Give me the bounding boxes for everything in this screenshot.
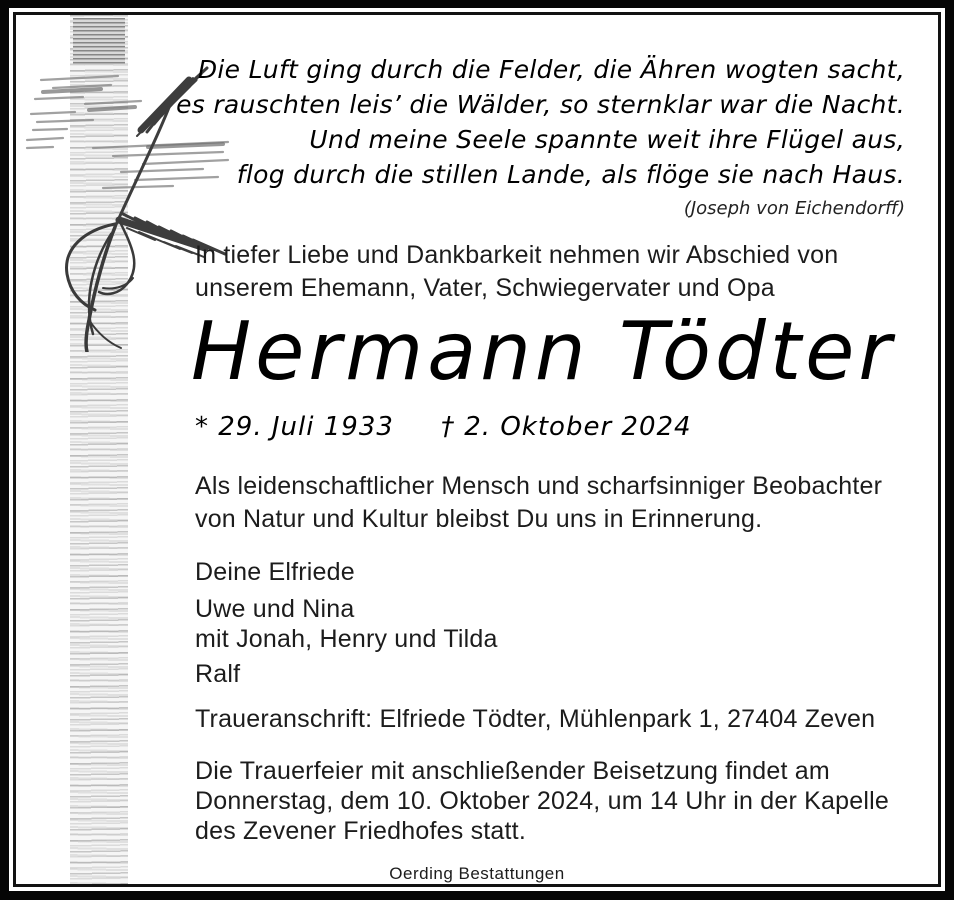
funeral-line: Die Trauerfeier mit anschließender Beisetzung findet am [195,757,830,785]
poem-line: flog durch die stillen Lande, als flöge sie nach Haus. [236,160,905,189]
mourner-line: Ralf [195,660,241,688]
funeral-line: des Zevener Friedhofes statt. [195,817,526,845]
poem [176,52,905,192]
poem-line: Und meine Seele spannte weit ihre Flügel aus, [309,125,905,154]
mourner-line: Deine Elfriede [195,558,355,586]
funeral-line: Donnerstag, dem 10. Oktober 2024, um 14 Uhr in der Kapelle [195,787,889,815]
poem-attribution: (Joseph von Eichendorff) [683,198,905,219]
mourner-line: Uwe und Nina [195,595,355,623]
life-dates [195,412,692,442]
tribute-paragraph [195,470,882,536]
funeral-home-name: Oerding Bestattungen [389,864,565,883]
birth-date: * 29. Juli 1933 [195,412,394,442]
mourner-line: mit Jonah, Henry und Tilda [195,625,498,653]
intro-paragraph [195,239,838,305]
tribute-line: Als leidenschaftlicher Mensch und scharfsinniger Beobachter [195,472,883,500]
funeral-details [195,756,889,846]
death-date: † 2. Oktober 2024 [441,412,692,442]
condolence-address: Traueranschrift: Elfriede Tödter, Mühlenpark 1, 27404 Zeven [195,705,876,733]
tribute-line: von Natur und Kultur bleibst Du uns in Erinnerung. [195,505,763,533]
intro-line: unserem Ehemann, Vater, Schwiegervater und Opa [195,274,775,302]
poem-line: Die Luft ging durch die Felder, die Ähren wogten sacht, [197,55,905,84]
deceased-name: Hermann Tödter [191,305,896,398]
obituary-content [9,8,945,891]
intro-line: In tiefer Liebe und Dankbarkeit nehmen wir Abschied von [195,241,839,269]
poem-line: es rauschten leis’ die Wälder, so sternklar war die Nacht. [176,90,905,119]
obituary-page [9,8,945,891]
